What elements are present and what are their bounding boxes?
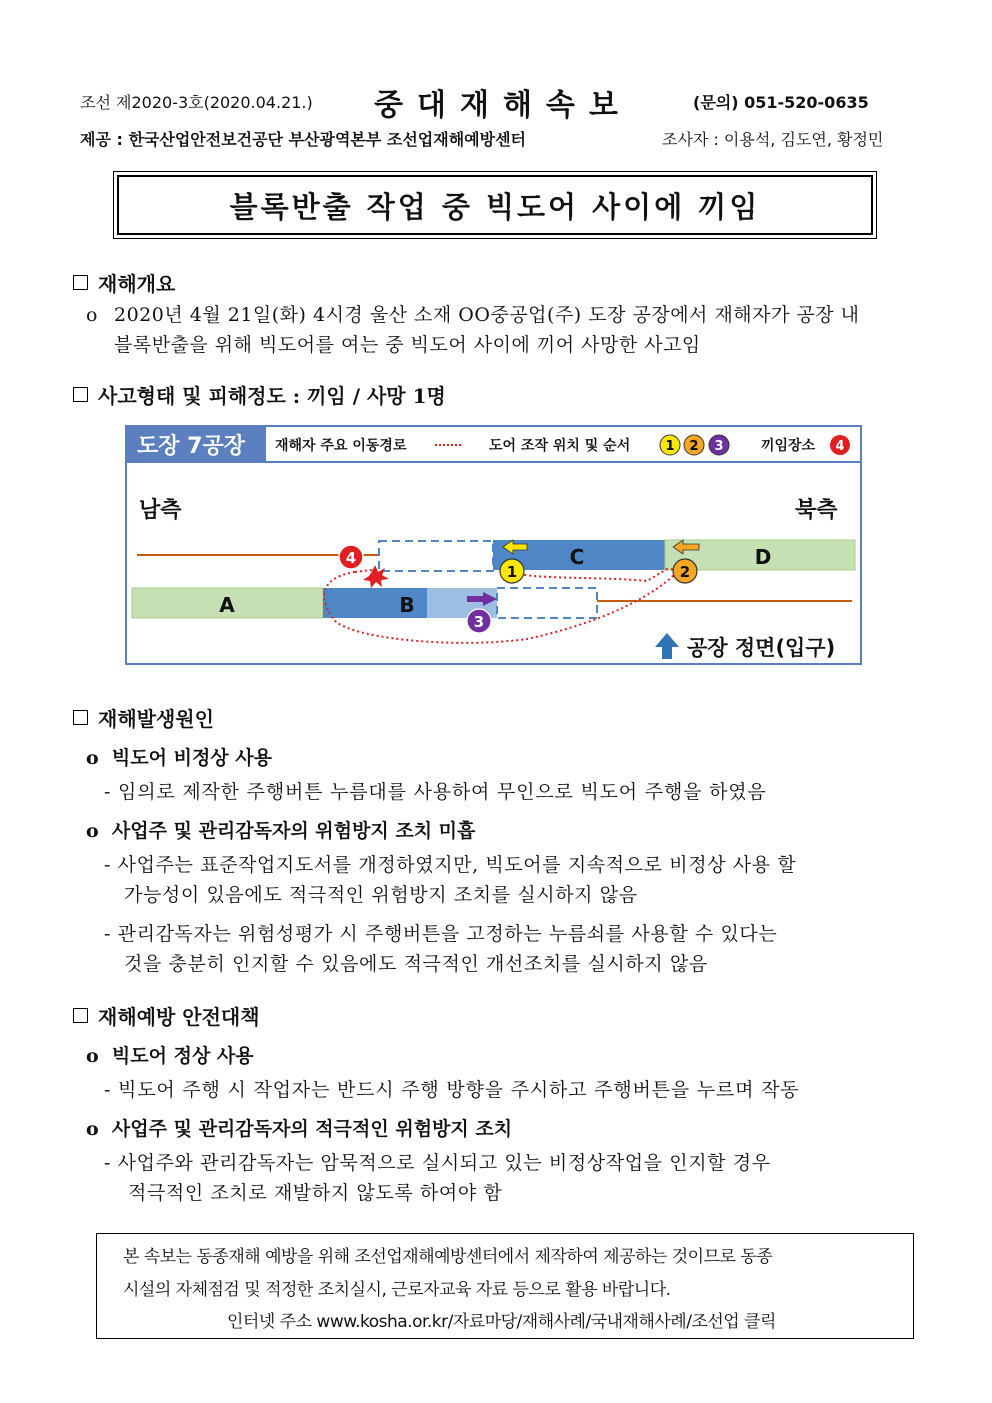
checkbox-square-icon <box>73 710 88 725</box>
legend-marker-3-text: 3 <box>714 439 724 454</box>
cause-2-title-row: o 사업주 및 관리감독자의 위험방지 조치 미흡 <box>86 820 476 842</box>
issue-number: 조선 제2020-3호(2020.04.21.) <box>80 93 313 112</box>
section-accident-type-heading <box>73 380 446 409</box>
legend-marker-1-text: 1 <box>665 439 675 454</box>
marker-4-text: 4 <box>345 549 357 567</box>
entrance-arrow-icon <box>655 633 679 659</box>
checkbox-square-icon <box>73 1008 88 1023</box>
footer-line-1: 본 속보는 동종재해 예방을 위해 조선업재해예방센터에서 제작하여 제공하는 것이므로 동종 <box>123 1247 773 1267</box>
marker-1-text: 1 <box>506 563 518 581</box>
section-label: 재해발생원인 <box>98 707 214 731</box>
legend-marker-4-text: 4 <box>835 439 845 454</box>
prevention-2-detail-line-2: 적극적인 조치로 재발하지 않도록 하여야 함 <box>128 1182 503 1204</box>
prevention-1-detail: - 빅도어 주행 시 작업자는 반드시 주행 방향을 주시하고 주행버튼을 누르며 작동 <box>104 1079 800 1101</box>
investigators: 조사자 : 이용석, 김도연, 황정민 <box>662 130 884 149</box>
section-prevention-heading <box>73 1001 260 1030</box>
door-d-label: D <box>754 545 772 569</box>
door-c-label: C <box>569 545 585 569</box>
title-box <box>117 175 873 235</box>
marker-2-text: 2 <box>679 563 691 581</box>
prevention-1-title-row: o 빅도어 정상 사용 <box>86 1045 254 1067</box>
legend-marker-2-text: 2 <box>689 439 699 454</box>
prevention-2-detail-line-1: - 사업주와 관리감독자는 암묵적으로 실시되고 있는 비정상작업을 인지할 경우 <box>104 1152 771 1174</box>
bulletin-title: 중대재해속보 <box>374 88 632 123</box>
door-b-ghost <box>497 588 597 618</box>
cause-1-title: 빅도어 비정상 사용 <box>111 747 272 769</box>
door-b-label: B <box>399 593 415 617</box>
contact-number: (문의) 051-520-0635 <box>693 93 869 112</box>
accident-diagram <box>125 425 862 665</box>
section-label: 재해예방 안전대책 <box>98 1005 260 1029</box>
page-title: 블록반출 작업 중 빅도어 사이에 끼임 <box>229 189 761 224</box>
section-label: 사고형태 및 피해정도 : 끼임 / 사망 1명 <box>98 384 446 408</box>
legend-pinch-label: 끼임장소 <box>761 438 816 454</box>
section-overview-heading <box>73 268 175 297</box>
prevention-1-title: 빅도어 정상 사용 <box>111 1045 254 1067</box>
factory-label: 도장 7공장 <box>137 434 245 459</box>
entrance-label: 공장 정면(입구) <box>687 636 836 660</box>
legend-path-label: 재해자 주요 이동경로 <box>275 438 407 454</box>
cause-2-detail-1-line-2: 가능성이 있음에도 적극적인 위험방지 조치를 실시하지 않음 <box>124 884 638 906</box>
checkbox-square-icon <box>73 387 88 402</box>
cause-1-detail: - 임의로 제작한 주행버튼 누름대를 사용하여 무인으로 빅도어 주행을 하였음 <box>104 781 767 803</box>
prevention-2-title: 사업주 및 관리감독자의 적극적인 위험방지 조치 <box>111 1118 513 1140</box>
section-causes-heading <box>73 703 214 732</box>
overview-bullet: o <box>86 304 98 326</box>
section-label: 재해개요 <box>98 272 176 296</box>
overview-line-1: 2020년 4월 21일(화) 4시경 울산 소재 OO중공업(주) 도장 공장에서 재해자가 공장 내 <box>114 304 860 326</box>
cause-2-title: 사업주 및 관리감독자의 위험방지 조치 미흡 <box>111 820 476 842</box>
provider: 제공 : 한국산업안전보건공단 부산광역본부 조선업재해예방센터 <box>80 130 526 149</box>
checkbox-square-icon <box>73 275 88 290</box>
pinch-star-icon <box>363 565 389 588</box>
footer-url-line[interactable]: 인터넷 주소 www.kosha.or.kr/자료마당/재해사례/국내재해사례/조선업 클릭 <box>227 1312 776 1332</box>
south-label: 남측 <box>139 498 182 523</box>
cause-2-detail-2-line-1: - 관리감독자는 위험성평가 시 주행버튼을 고정하는 누름쇠를 사용할 수 있다는 <box>104 923 778 945</box>
legend-order-label: 도어 조작 위치 및 순서 <box>489 438 631 454</box>
cause-2-detail-2-line-2: 것을 충분히 인지할 수 있음에도 적극적인 개선조치를 실시하지 않음 <box>124 953 708 975</box>
cause-1-title-row: o 빅도어 비정상 사용 <box>86 747 272 769</box>
diagram-svg <box>127 427 862 665</box>
door-c-ghost <box>379 541 493 571</box>
north-label: 북측 <box>795 498 838 523</box>
prevention-2-title-row: o 사업주 및 관리감독자의 적극적인 위험방지 조치 <box>86 1118 513 1140</box>
footer-notice-box <box>96 1233 914 1339</box>
door-a-label: A <box>219 593 235 617</box>
overview-line-2: 블록반출을 위해 빅도어를 여는 중 빅도어 사이에 끼어 사망한 사고임 <box>114 334 701 356</box>
marker-3-text: 3 <box>473 613 485 631</box>
footer-line-2: 시설의 자체점검 및 적정한 조치실시, 근로자교육 자료 등으로 활용 바랍니다. <box>123 1280 671 1300</box>
cause-2-detail-1-line-1: - 사업주는 표준작업지도서를 개정하였지만, 빅도어를 지속적으로 비정상 사용 할 <box>104 854 797 876</box>
